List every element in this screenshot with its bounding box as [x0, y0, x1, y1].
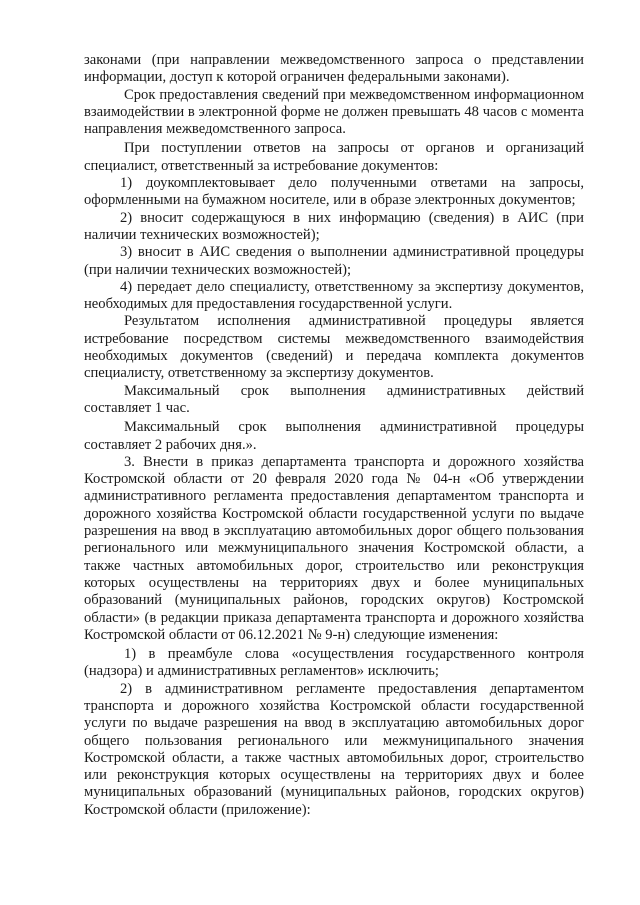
list-item-preamble: 1) в преамбуле слова «осуществления государственного контроля (надзора) и административных регламентов» исключить;: [84, 646, 584, 680]
paragraph-response-deadline: Срок предоставления сведений при межведомственном информационном взаимодействии в электронной форме не должен превышать 48 часов с момента направления межведомственного запроса.: [84, 86, 584, 138]
list-item-1: 1) доукомплектовывает дело полученными ответами на запросы, оформленными на бумажном носителе, или в образе электронных документов;: [84, 175, 584, 209]
list-item-4: 4) передает дело специалисту, ответственному за экспертизу документов, необходимых для предоставления государственной услуги.: [84, 278, 584, 313]
paragraph-max-action-time: Максимальный срок выполнения административных действий составляет 1 час.: [84, 382, 584, 416]
paragraph-result: Результатом исполнения административной процедуры является истребование посредством системы межведомственного взаимодействия необходимых документов (сведений) и передача комплекта документов специалисту, ответственному за экспертизу документов.: [84, 313, 584, 382]
paragraph-responses-received: При поступлении ответов на запросы от органов и организаций специалист, ответственный за истребование документов:: [84, 140, 584, 174]
list-item-3: 3) вносит в АИС сведения о выполнении административной процедуры (при наличии технических возможностей);: [84, 244, 584, 278]
list-item-regulation: 2) в административном регламенте предоставления департаментом транспорта и дорожного хозяйства Костромской области государственной услуги по выдаче разрешения на ввод в эксплуатацию автомобильных дорог общего пользования регионального или межмуниципального значения Костромской области, а также частных автомобильных дорог, строительство или реконструкция которых осуществлены на территориях двух и более муниципальных образований (муниципальных районов, городских округов) Костромской области (приложение):: [84, 680, 584, 818]
list-item-2: 2) вносит содержащуюся в них информацию (сведения) в АИС (при наличии технических возможностей);: [84, 209, 584, 243]
paragraph-section-3: 3. Внести в приказ департамента транспорта и дорожного хозяйства Костромской области от 20 февраля 2020 года № 04-н «Об утверждении административного регламента предоставления департаментом транспорта и дорожного хозяйства Костромской области государственной услуги по выдаче разрешения на ввод в эксплуатацию автомобильных дорог общего пользования регионального или межмуниципального значения Костромской области, а также частных автомобильных дорог, строительство или реконструкция которых осуществлены на территориях двух и более муниципальных образований (муниципальных районов, городских округов) Костромской области» (в редакции приказа департамента транспорта и дорожного хозяйства Костромской области от 06.12.2021 № 9-н) следующие изменения:: [84, 453, 584, 643]
document-body: [84, 52, 584, 819]
paragraph-continuation: законами (при направлении межведомственного запроса о представлении информации, доступ к которой ограничен федеральными законами).: [84, 52, 584, 86]
paragraph-max-procedure-time: Максимальный срок выполнения административной процедуры составляет 2 рабочих дня.».: [84, 419, 584, 453]
